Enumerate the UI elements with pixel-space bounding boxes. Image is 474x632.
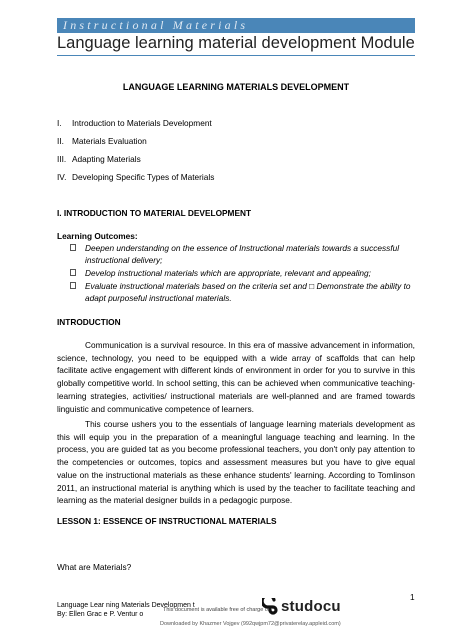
outcomes-heading: Learning Outcomes: xyxy=(57,231,138,241)
studocu-logo-icon xyxy=(262,598,279,615)
download-note: Downloaded by Khazmer Vojgev (992qwjpm72@privaterelay.appleid.com) xyxy=(160,621,341,627)
outcome-1-line-2: instructional delivery; xyxy=(85,255,163,265)
toc-item-4-number: IV. xyxy=(57,172,67,182)
outcome-2-line-1: Develop instructional materials which are appropriate, relevant and appealing; xyxy=(85,268,371,278)
footer-author: By: Ellen Grac e P. Ventur o xyxy=(57,611,144,618)
page-number: 1 xyxy=(410,592,415,602)
outcome-1-line-1: Deepen understanding on the essence of Instructional materials towards a successful xyxy=(85,243,400,253)
header-divider xyxy=(57,55,415,56)
studocu-logo[interactable] xyxy=(262,598,341,615)
intro-paragraph-1: Communication is a survival resource. In this era of massive advancement in information, science, technology, you need to be equipped with a wide array of scaffolds that can help facilitate active engagement with different kinds of environment in order for you to survive in this globally competitive world. In school setting, this can be achieved when communicative teaching-learning strategies, activities/ instructional materials are well-planned and are framed towards linguistic and communicative competence of learners. xyxy=(57,340,415,414)
toc-item-3-label: Adapting Materials xyxy=(72,154,141,164)
module-title: Language learning material development Module xyxy=(57,34,415,52)
toc-item-3-number: III. xyxy=(57,154,67,164)
introduction-heading: INTRODUCTION xyxy=(57,317,121,327)
outcome-3-line-2: adapt purposeful instructional materials. xyxy=(85,293,232,303)
bullet-icon xyxy=(70,269,76,276)
outcome-3-line-1: Evaluate instructional materials based on the criteria set and □ Demonstrate the ability to xyxy=(85,281,411,291)
toc-item-2-label: Materials Evaluation xyxy=(72,136,147,146)
studocu-wordmark: studocu xyxy=(281,598,341,615)
document-title: LANGUAGE LEARNING MATERIALS DEVELOPMENT xyxy=(122,82,350,92)
availability-notice: This document is available free of charge on xyxy=(163,607,271,613)
section-heading: I. INTRODUCTION TO MATERIAL DEVELOPMENT xyxy=(57,208,252,218)
toc-item-1-label: Introduction to Materials Development xyxy=(72,118,212,128)
intro-paragraph-2: This course ushers you to the essentials of language learning materials development as this will equip you in the preparation of a meaningful language teaching and learning. In the process, you are guided tat as you become professional teachers, you don't only pay attention to the competencies or outcomes, topics and assessment measures but you have to give equal value on the instructional materials as these enhance students' learning. According to Tomlinson 2011, an instructional material is anything which is used by the teacher to facilitate teaching and learning as the material designer builds in a pedagogic purpose. xyxy=(57,419,415,506)
header-band xyxy=(57,18,415,33)
bullet-icon xyxy=(70,244,76,251)
footer-course-title: Language Lear ning Materials Developmen t xyxy=(57,602,195,609)
toc-item-2-number: II. xyxy=(57,136,64,146)
bullet-icon xyxy=(70,282,76,289)
header-band-text: Instructional Materials xyxy=(63,18,249,32)
toc-item-1-number: I. xyxy=(57,118,62,128)
toc-item-4-label: Developing Specific Types of Materials xyxy=(72,172,215,182)
lesson-heading: LESSON 1: ESSENCE OF INSTRUCTIONAL MATERIALS xyxy=(57,516,277,526)
question-text: What are Materials? xyxy=(57,562,132,572)
